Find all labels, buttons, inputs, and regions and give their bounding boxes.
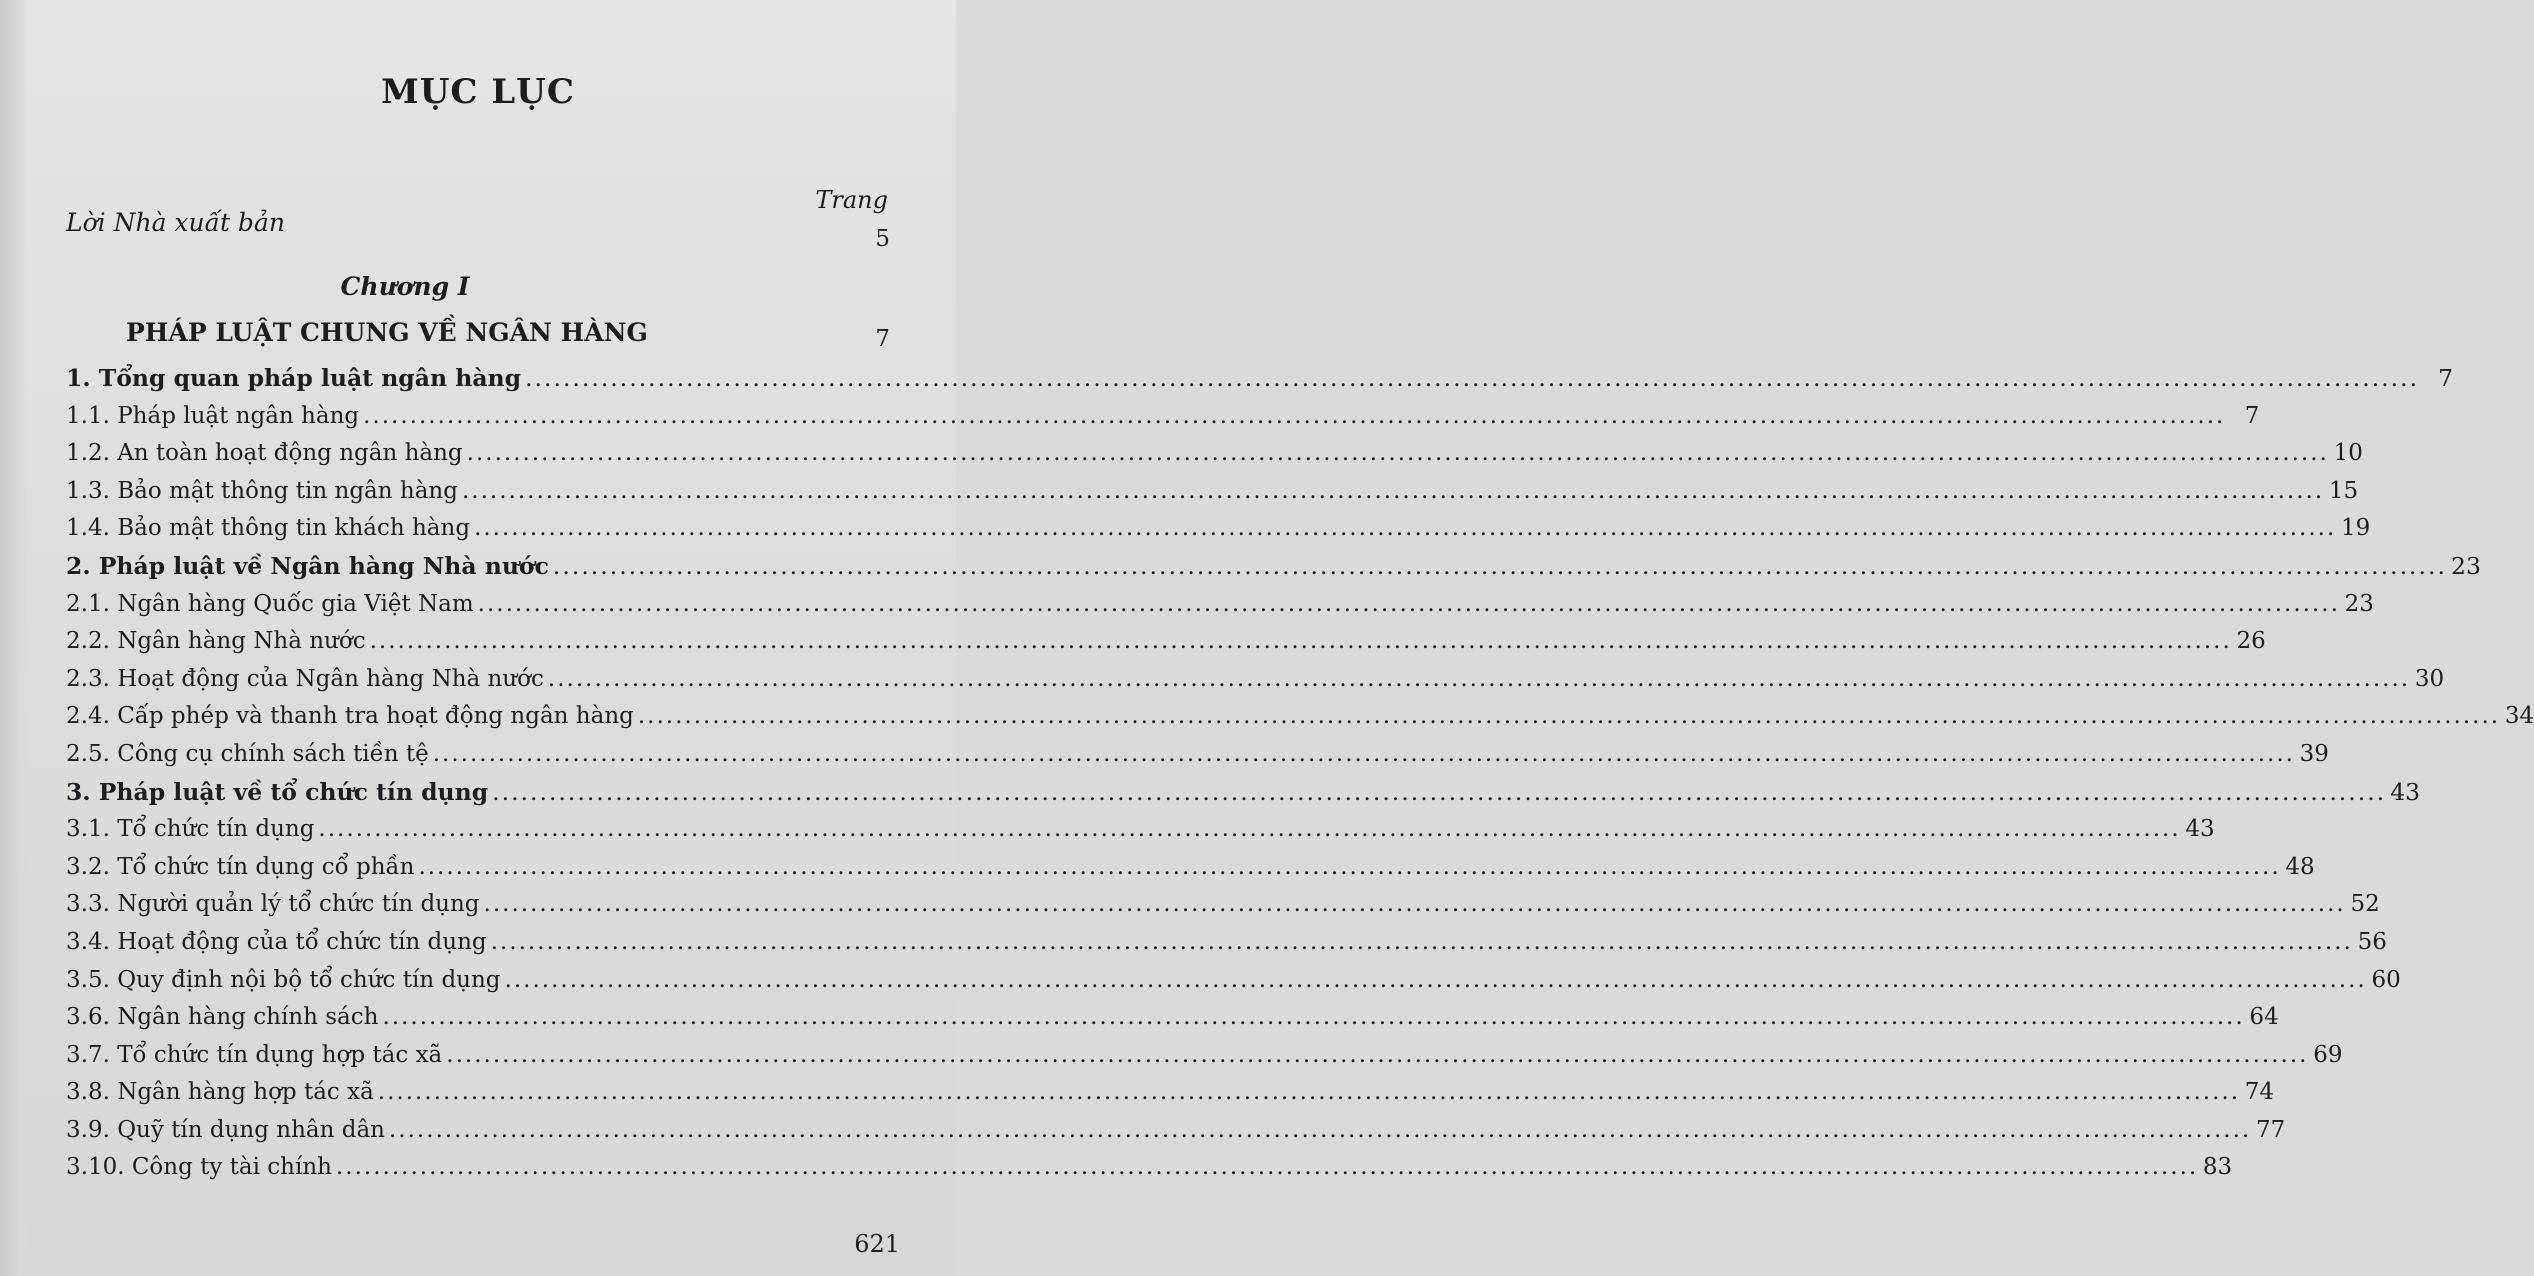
toc-dot-leader: ........................................................................................................................................................................................................: [547, 665, 2411, 692]
toc-entry-title: 3.1. Tổ chức tín dụng: [66, 816, 315, 843]
toc-section-row: [66, 360, 2454, 398]
toc-dot-leader: ........................................................................................................................................................................................................: [318, 816, 2181, 843]
toc-entry-page: 52: [2350, 891, 2380, 918]
toc-dot-leader: ........................................................................................................................................................................................................: [446, 1041, 2309, 1068]
toc-entry-page: 48: [2285, 853, 2315, 880]
toc-entry-page: 60: [2371, 966, 2401, 993]
toc-entry-page: 30: [2414, 665, 2445, 692]
toc-entry-title: 1.4. Bảo mật thông tin khách hàng: [66, 515, 471, 542]
toc-entry-row: [66, 1074, 2275, 1112]
toc-entry-page: 23: [2344, 590, 2374, 617]
toc-entry-title: 1. Tổng quan pháp luật ngân hàng: [66, 364, 522, 392]
intro-entry-page: 5: [875, 226, 890, 252]
toc-entry-title: 1.1. Pháp luật ngân hàng: [66, 402, 360, 429]
toc-entry-title: 3.3. Người quản lý tổ chức tín dụng: [66, 891, 480, 918]
toc-dot-leader: ........................................................................................................................................................................................................: [335, 1154, 2199, 1181]
toc-entry-page: 77: [2255, 1116, 2286, 1143]
toc-entry-row: [66, 849, 2315, 887]
toc-dot-leader: ........................................................................................................................................................................................................: [483, 891, 2346, 918]
toc-dot-leader: ........................................................................................................................................................................................................: [382, 1004, 2245, 1031]
toc-entry-row: [66, 435, 2363, 473]
toc-entry-row: [66, 999, 2279, 1037]
toc-entry-page: 74: [2244, 1079, 2275, 1106]
toc-entry-title: 3.6. Ngân hàng chính sách: [66, 1004, 379, 1031]
toc-entry-row: [66, 1112, 2286, 1150]
toc-entry-row: [66, 886, 2380, 924]
toc-entry-row: [66, 510, 2371, 548]
toc-entry-row: [66, 473, 2359, 511]
toc-entry-title: 3.10. Công ty tài chính: [66, 1154, 332, 1181]
toc-section-row: [66, 548, 2481, 586]
toc-entry-row: [66, 661, 2445, 699]
toc-entry-title: 2.1. Ngân hàng Quốc gia Việt Nam: [66, 590, 474, 617]
toc-dot-leader: ........................................................................................................................................................................................................: [363, 402, 2226, 429]
toc-entry-page: 19: [2341, 515, 2371, 542]
toc-entry-row: [66, 924, 2387, 962]
toc-entry-page: 34: [2504, 703, 2534, 730]
toc-dot-leader: ........................................................................................................................................................................................................: [432, 740, 2295, 767]
toc-dot-leader: ........................................................................................................................................................................................................: [418, 853, 2281, 880]
toc-entry-title: 3.2. Tổ chức tín dụng cổ phần: [66, 853, 415, 880]
chapter-page: 7: [875, 326, 890, 352]
toc-dot-leader: ........................................................................................................................................................................................................: [552, 551, 2447, 580]
toc-entry-title: 2. Pháp luật về Ngân hàng Nhà nước: [66, 551, 549, 580]
toc-entry-title: 2.4. Cấp phép và thanh tra hoạt động ngân hàng: [66, 703, 634, 730]
toc-dot-leader: ........................................................................................................................................................................................................: [369, 628, 2232, 655]
toc-entry-title: 2.5. Công cụ chính sách tiền tệ: [66, 740, 429, 767]
page-column-label: Trang: [815, 186, 888, 214]
toc-entry-row: [66, 811, 2215, 849]
toc-section-row: [66, 774, 2421, 812]
chapter-title: PHÁP LUẬT CHUNG VỀ NGÂN HÀNG: [126, 318, 648, 347]
toc-entry-title: 3.8. Ngân hàng hợp tác xã: [66, 1079, 374, 1106]
toc-entry-title: 3.7. Tổ chức tín dụng hợp tác xã: [66, 1041, 443, 1068]
toc-entry-row: [66, 623, 2266, 661]
toc-dot-leader: ........................................................................................................................................................................................................: [474, 515, 2337, 542]
toc-entry-page: 43: [2185, 816, 2215, 843]
toc-entry-title: 2.3. Hoạt động của Ngân hàng Nhà nước: [66, 665, 544, 692]
toc-entry-title: 2.2. Ngân hàng Nhà nước: [66, 628, 366, 655]
toc-dot-leader: ........................................................................................................................................................................................................: [492, 777, 2387, 806]
toc-entry-title: 3.9. Quỹ tín dụng nhân dân: [66, 1116, 385, 1143]
toc-entry-page: 15: [2328, 477, 2359, 504]
toc-entry-page: 7: [2438, 364, 2454, 392]
toc-entry-page: 43: [2390, 777, 2421, 806]
chapter-label: Chương I: [340, 272, 470, 301]
toc-dot-leader: ........................................................................................................................................................................................................: [477, 590, 2340, 617]
toc-entry-row: [66, 962, 2401, 1000]
toc-dot-leader: ........................................................................................................................................................................................................: [461, 477, 2325, 504]
toc-dot-leader: ........................................................................................................................................................................................................: [525, 364, 2420, 392]
toc-dot-leader: ........................................................................................................................................................................................................: [490, 928, 2353, 955]
toc-entry-page: 83: [2202, 1154, 2233, 1181]
toc-entry-row: [66, 736, 2329, 774]
toc-entry-page: 64: [2249, 1004, 2279, 1031]
toc-entry-row: [66, 1149, 2233, 1187]
toc-entry-title: 1.3. Bảo mật thông tin ngân hàng: [66, 477, 458, 504]
toc-entry-row: [66, 698, 2534, 736]
page-title: MỤC LỤC: [381, 72, 575, 112]
toc-entry-page: 23: [2451, 551, 2481, 580]
toc-dot-leader: ........................................................................................................................................................................................................: [637, 703, 2501, 730]
toc-dot-leader: ........................................................................................................................................................................................................: [466, 440, 2329, 467]
toc-entry-page: 10: [2333, 440, 2363, 467]
toc-entry-title: 3. Pháp luật về tổ chức tín dụng: [66, 777, 489, 806]
toc-dot-leader: ........................................................................................................................................................................................................: [377, 1079, 2241, 1106]
toc-entry-title: 3.5. Quy định nội bộ tổ chức tín dụng: [66, 966, 501, 993]
toc-dot-leader: ........................................................................................................................................................................................................: [504, 966, 2367, 993]
toc-entry-row: [66, 586, 2374, 624]
page-binding-shadow: [0, 0, 28, 1276]
page-number: 621: [854, 1230, 900, 1258]
toc-list: [66, 360, 2534, 1187]
toc-dot-leader: ........................................................................................................................................................................................................: [389, 1116, 2252, 1143]
toc-entry-page: 69: [2313, 1041, 2343, 1068]
toc-entry-page: 39: [2299, 740, 2329, 767]
toc-entry-row: [66, 1037, 2343, 1075]
toc-entry-title: 3.4. Hoạt động của tổ chức tín dụng: [66, 928, 487, 955]
toc-entry-page: 7: [2244, 402, 2260, 429]
toc-entry-page: 56: [2357, 928, 2387, 955]
toc-entry-title: 1.2. An toàn hoạt động ngân hàng: [66, 440, 463, 467]
toc-entry-page: 26: [2236, 628, 2266, 655]
toc-entry-row: [66, 398, 2260, 436]
intro-entry-title: Lời Nhà xuất bản: [66, 208, 285, 237]
